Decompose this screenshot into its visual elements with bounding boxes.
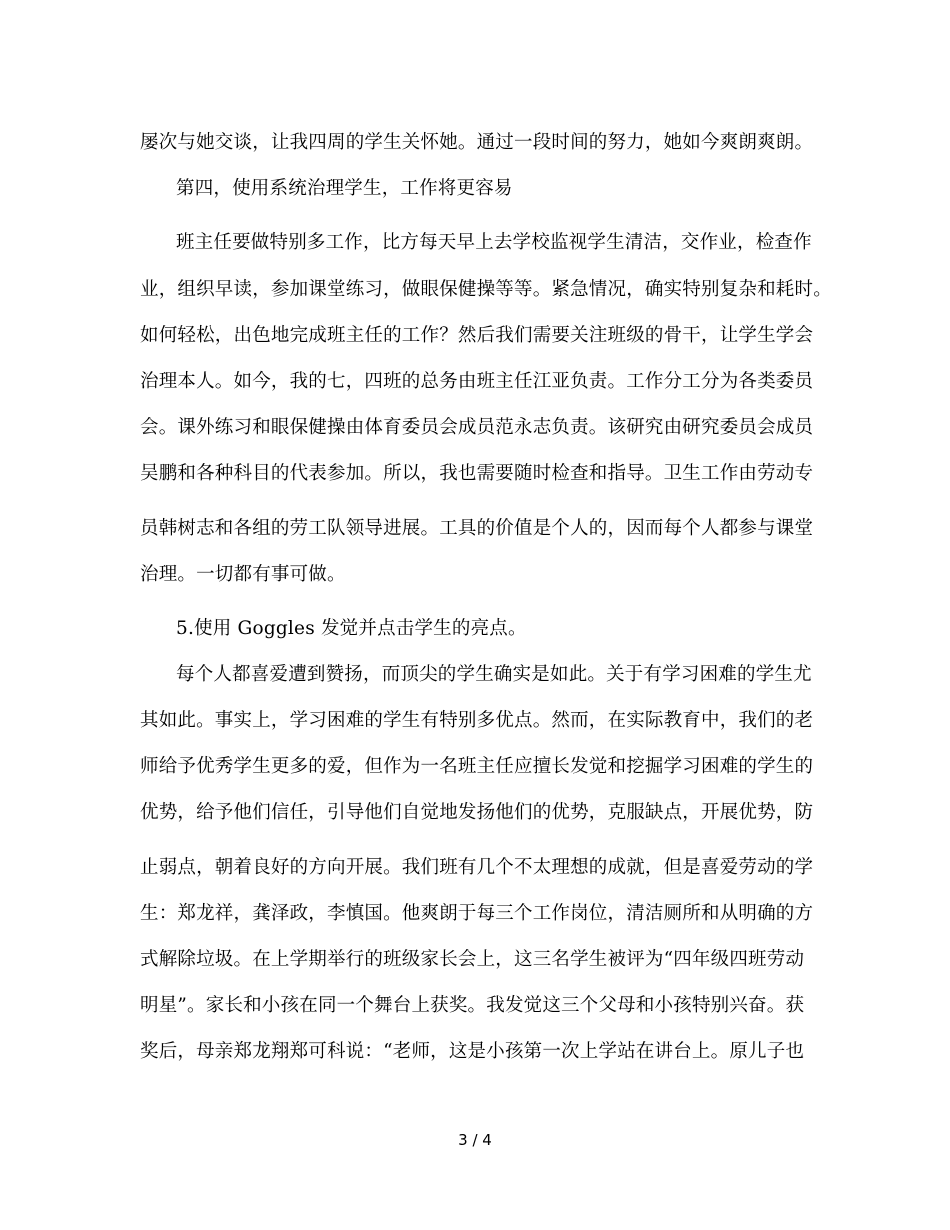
section-heading: 5.使用 Goggles 发觉并点击学生的亮点。 [176, 618, 527, 639]
body-text-line: 其如此。事实上，学习困难的学生有特别多优点。然而，在实际教育中，我们的老 [140, 710, 814, 731]
body-text-line: 生：郑龙祥，龚泽政，李慎国。他爽朗于每三个工作岗位，清洁厕所和从明确的方 [140, 903, 814, 924]
body-text-line: 治理。一切都有事可做。 [140, 564, 346, 585]
body-text-line: 吴鹏和各种科目的代表参加。所以，我也需要随时检查和指导。卫生工作由劳动专 [140, 463, 814, 484]
body-text-line: 屡次与她交谈，让我四周的学生关怀她。通过一段时间的努力，她如今爽朗爽朗。 [140, 132, 814, 153]
body-text-line: 员韩树志和各组的劳工队领导进展。工具的价值是个人的，因而每个人都参与课堂 [140, 518, 814, 539]
body-text-line: 优势，给予他们信任，引导他们自觉地发扬他们的优势，克服缺点，开展优势，防 [140, 802, 814, 823]
body-text-line: 奖后，母亲郑龙翔郑可科说：“老师，这是小孩第一次上学站在讲台上。原儿子也 [140, 1041, 805, 1062]
body-text-line: 如何轻松，出色地完成班主任的工作？然后我们需要关注班级的骨干，让学生学会 [140, 325, 814, 346]
body-text-line: 治理本人。如今，我的七，四班的总务由班主任江亚负责。工作分工分为各类委员 [140, 371, 814, 392]
section-heading: 第四，使用系统治理学生，工作将更容易 [176, 178, 513, 199]
body-text-line: 式解除垃圾。在上学期举行的班级家长会上，这三名学生被评为“四年级四班劳动 [140, 949, 805, 970]
body-text-line: 师给予优秀学生更多的爱，但作为一名班主任应擅长发觉和挖掘学习困难的学生的 [140, 756, 814, 777]
body-text-line: 业，组织早读，参加课堂练习，做眼保健操等等。紧急情况，确实特别复杂和耗时。 [140, 279, 832, 300]
paragraph-first-line: 班主任要做特别多工作，比方每天早上去学校监视学生清洁，交作业，检查作 [176, 232, 812, 253]
body-text-line: 明星”。家长和小孩在同一个舞台上获奖。我发觉这三个父母和小孩特别兴奋。获 [140, 995, 805, 1016]
body-text-line: 会。课外练习和眼保健操由体育委员会成员范永志负责。该研究由研究委员会成员 [140, 417, 814, 438]
page-number: 3 / 4 [458, 1131, 492, 1149]
paragraph-first-line: 每个人都喜爱遭到赞扬，而顶尖的学生确实是如此。关于有学习困难的学生尤 [176, 664, 812, 685]
body-text-line: 止弱点，朝着良好的方向开展。我们班有几个不太理想的成就，但是喜爱劳动的学 [140, 857, 814, 878]
